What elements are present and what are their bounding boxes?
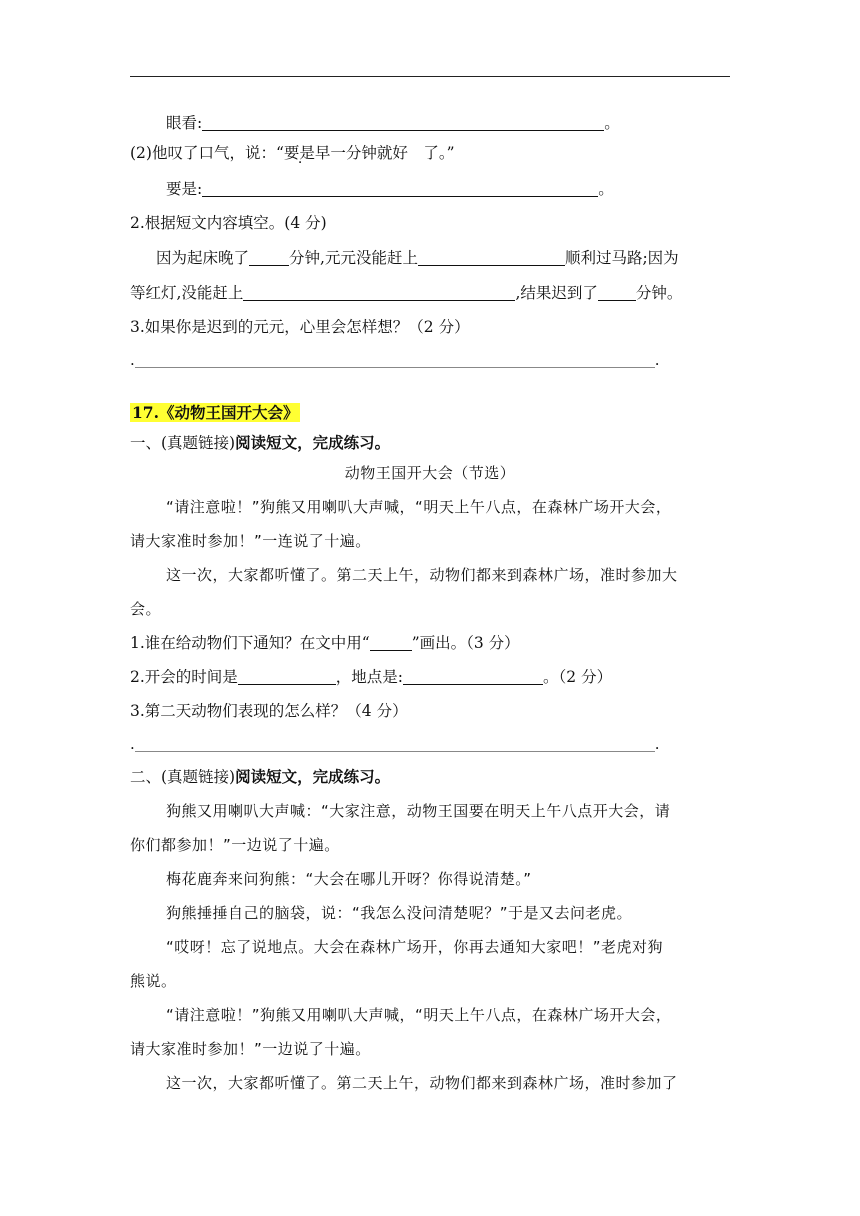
- passage-b5-line-1: “请注意啦！”狗熊又用喇叭大声喊，“明天上午八点，在森林广场开大会，: [166, 1006, 672, 1024]
- sentence-2-post: 早一分钟就好 了。”: [314, 144, 455, 162]
- q3-answer-line: [130, 350, 660, 370]
- passage-1-line-1: “请注意啦！”狗熊又用喇叭大声喊，“明天上午八点，在森林广场开大会，: [166, 498, 672, 516]
- passage-b2-line-1: 梅花鹿奔来问狗熊：“大会在哪儿开呀？你得说清楚。”: [166, 870, 532, 888]
- yankan-line: [130, 112, 766, 134]
- q3-answer-blank[interactable]: [135, 350, 655, 368]
- yankan-blank[interactable]: [202, 113, 604, 131]
- passage-b1-line-1: 狗熊又用喇叭大声喊：“大家注意，动物王国要在明天上午八点开大会，请: [166, 802, 671, 820]
- s17-q2-mid: ，地点是:: [335, 668, 404, 686]
- s17-q3-answer-line: [130, 734, 660, 754]
- passage-b6-line-1: 这一次，大家都听懂了。第二天上午，动物们都来到森林广场，准时参加了: [166, 1074, 678, 1092]
- q2-blank-4[interactable]: [598, 283, 636, 301]
- passage-2-line-2: 会。: [130, 600, 162, 618]
- s17-q2: [130, 666, 730, 688]
- period: 。: [598, 180, 614, 198]
- part2-title-plain: 二、(真题链接): [130, 768, 236, 786]
- passage-b5-line-2: 请大家准时参加！”一边说了十遍。: [130, 1040, 371, 1058]
- yaoshi-line: [130, 178, 766, 200]
- passage-b3-line-1: 狗熊捶捶自己的脑袋，说：“我怎么没问清楚呢？”于是又去问老虎。: [166, 904, 633, 922]
- sentence-2-pre: 他叹了口气，说：“: [151, 144, 284, 162]
- part1-title: [130, 432, 730, 454]
- s17-q1-pre: 1.谁在给动物们下通知？在文中用“: [130, 634, 370, 652]
- s17-q1-post: ”画出。（3 分）: [411, 634, 520, 652]
- emphasized-word: 要是: [283, 144, 315, 162]
- s17-q2-time-blank[interactable]: [238, 667, 336, 685]
- passage-b4-line-2: 熊说。: [130, 972, 177, 990]
- q2-line2: [130, 282, 730, 304]
- period: 。: [604, 114, 620, 132]
- yankan-label: 眼看:: [166, 114, 203, 132]
- q2-text-a: 因为起床晚了: [156, 249, 250, 267]
- passage-2-line-1: 这一次，大家都听懂了。第二天上午，动物们都来到森林广场，准时参加大: [166, 566, 678, 584]
- q2-title: 2.根据短文内容填空。(4 分): [130, 214, 327, 232]
- s17-q2-place-blank[interactable]: [403, 667, 543, 685]
- s17-q3-answer-blank[interactable]: [135, 734, 655, 752]
- s17-q2-post: 。（2 分）: [543, 668, 613, 686]
- dot: .: [654, 735, 660, 753]
- sentence-2: [130, 142, 730, 164]
- q2-blank-1[interactable]: [249, 248, 289, 266]
- q3-title: 3.如果你是迟到的元元，心里会怎样想？（2 分）: [130, 318, 470, 336]
- header-rule: [130, 76, 730, 77]
- q2-blank-2[interactable]: [418, 248, 565, 266]
- section-17-header: [130, 402, 730, 424]
- s17-q3: 3.第二天动物们表现的怎么样？（4 分）: [130, 702, 408, 720]
- dot: .: [130, 735, 135, 753]
- yaoshi-blank[interactable]: [202, 179, 598, 197]
- s17-q2-pre: 2.开会的时间是: [130, 668, 238, 686]
- q2-text-b: 分钟,元元没能赶上: [289, 249, 418, 267]
- passage-title: 动物王国开大会（节选）: [344, 464, 516, 482]
- q2-line1: [130, 247, 756, 269]
- part2-title: [130, 766, 730, 788]
- passage-1-line-2: 请大家准时参加！”一连说了十遍。: [130, 532, 371, 550]
- part1-title-bold: 阅读短文，完成练习。: [235, 433, 391, 452]
- q2-text-e: ,结果迟到了: [515, 284, 598, 302]
- yaoshi-label: 要是:: [166, 180, 203, 198]
- q2-text-f: 分钟。: [635, 284, 683, 302]
- dot: .: [654, 351, 660, 369]
- q2-text-c: 顺利过马路;因为: [564, 249, 679, 267]
- dot: .: [130, 351, 135, 369]
- q2-blank-3[interactable]: [243, 283, 515, 301]
- s17-q1-blank[interactable]: [370, 633, 412, 651]
- part2-title-bold: 阅读短文，完成练习。: [235, 767, 391, 786]
- sentence-2-number: (2): [130, 144, 152, 162]
- q2-text-d: 等红灯,没能赶上: [130, 284, 244, 302]
- passage-b1-line-2: 你们都参加！”一边说了十遍。: [130, 836, 340, 854]
- part1-title-plain: 一、(真题链接): [130, 434, 236, 452]
- passage-b4-line-1: “哎呀！忘了说地点。大会在森林广场开，你再去通知大家吧！”老虎对狗: [166, 938, 664, 956]
- s17-q1: [130, 632, 730, 654]
- section-17-title: 17.《动物王国开大会》: [132, 403, 299, 422]
